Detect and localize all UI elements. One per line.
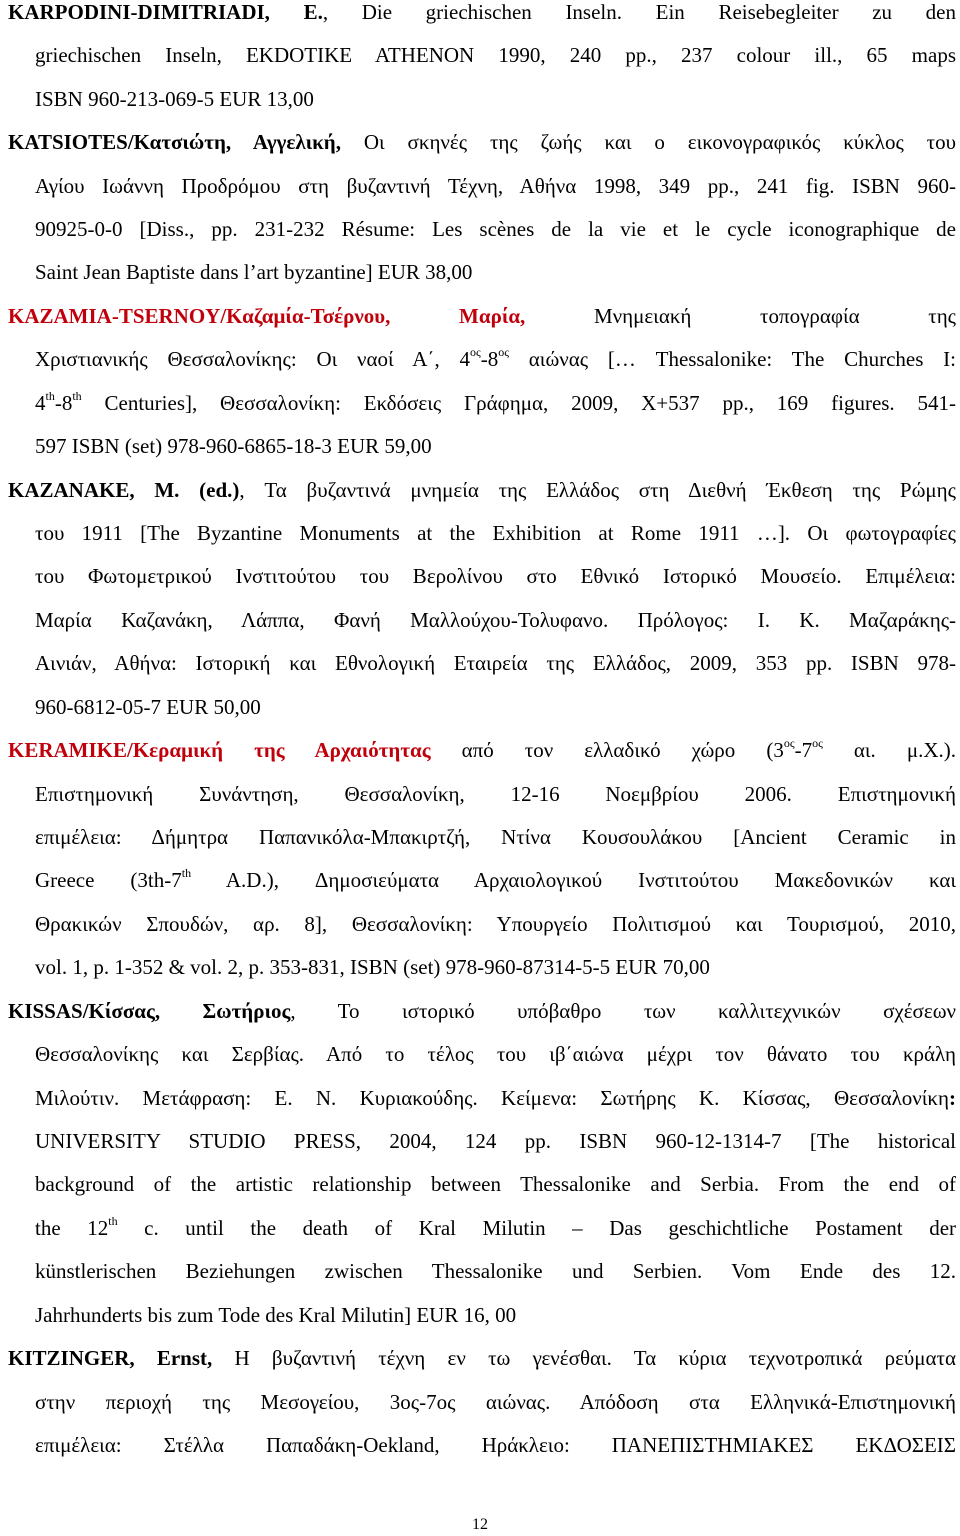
text-line: künstlerischen Beziehungen zwischen Thessalonike und Serbien. Vom Ende des 12. <box>35 1259 956 1283</box>
text-line: griechischen Inseln, EKDOTIKE ATHENON 1990, 240 pp., 237 colour ill., 65 maps <box>35 43 956 67</box>
text-line: 960-6812-05-7 EUR 50,00 <box>35 695 261 719</box>
text-line: του Φωτομετρικού Ινστιτούτου του Βερολίνου στο Εθνικό Ιστορικό Μουσείο. Επιμέλεια: <box>35 564 956 588</box>
text-line: KATSIOTES/Κατσιώτη, Αγγελική, Οι σκηνές της ζωής και ο εικονογραφικός κύκλος του <box>8 130 956 154</box>
text-line: Αγίου Ιωάννη Προδρόμου στη βυζαντινή Τέχνη, Αθήνα 1998, 349 pp., 241 fig. ISBN 960- <box>35 174 956 198</box>
author-name: KISSAS/Κίσσας, Σωτήριος <box>8 999 291 1023</box>
author-name: KAZAMIA-TSERNOY/Καζαμία-Τσέρνου, Μαρία, <box>8 304 526 328</box>
text-line: επιμέλεια: Δήμητρα Παπανικόλα-Μπακιρτζή, Ντίνα Κουσουλάκου [Ancient Ceramic in <box>35 825 956 849</box>
text-line: Saint Jean Baptiste dans l’art byzantine] EUR 38,00 <box>35 260 473 284</box>
text-line: 90925-0-0 [Diss., pp. 231-232 Résume: Les scènes de la vie et le cycle iconographique de <box>35 217 956 241</box>
text-line: ISBN 960-213-069-5 EUR 13,00 <box>35 87 314 111</box>
author-name: KAZANAKE, M. (ed.) <box>8 478 240 502</box>
author-name: KATSIOTES/Κατσιώτη, Αγγελική, <box>8 130 341 154</box>
text-line: vol. 1, p. 1-352 & vol. 2, p. 353-831, ISBN (set) 978-960-87314-5-5 EUR 70,00 <box>35 955 710 979</box>
text-line: στην περιοχή της Μεσογείου, 3ος-7ος αιώνας. Απόδοση στα Ελληνικά-Επιστημονική <box>35 1390 956 1414</box>
page-number: 12 <box>472 1516 488 1533</box>
text-line: Greece (3th-7th A.D.), Δημοσιεύματα Αρχαιολογικού Ινστιτούτου Μακεδονικών και <box>35 866 956 892</box>
text-line: the 12th c. until the death of Kral Milutin – Das geschichtliche Postament der <box>35 1214 957 1240</box>
text-line: Θρακικών Σπουδών, αρ. 8], Θεσσαλονίκη: Υπουργείο Πολιτισμού και Τουρισμού, 2010, <box>35 912 956 936</box>
text-line: KITZINGER, Ernst, Η βυζαντινή τέχνη εν τω γενέσθαι. Τα κύρια τεχνοτροπικά ρεύματα <box>8 1346 956 1370</box>
text-line: Χριστιανικής Θεσσαλονίκης: Οι ναοί Α΄, $4^{o\varsigma}-8^{o\varsigma}$ αιώνας [… Thessalonike: The Churches I: <box>35 345 956 371</box>
author-name: KERAMIKE/Κεραμική της Αρχαιότητας <box>8 738 431 762</box>
author-name: KARPODINI-DIMITRIADI, E. <box>8 0 323 24</box>
text-line: KAZANAKE, M. (ed.), Τα βυζαντινά μνημεία της Ελλάδος στη Διεθνή Έκθεση της Ρώμης <box>8 478 956 502</box>
text-line: 4th-8th Centuries], Θεσσαλονίκη: Εκδόσεις Γράφημα, 2009, Χ+537 pp., 169 figures. 541- <box>35 389 956 415</box>
text-line: Αινιάν, Αθήνα: Ιστορική και Εθνολογική Εταιρεία της Ελλάδος, 2009, 353 pp. ISBN 978- <box>35 651 956 675</box>
text-line: KAZAMIA-TSERNOY/Καζαμία-Τσέρνου, Μαρία, Μνημειακή τοπογραφία της <box>8 304 956 328</box>
text-line: UNIVERSITY STUDIO PRESS, 2004, 124 pp. ISBN 960-12-1314-7 [The historical <box>35 1129 956 1153</box>
text-line: επιμέλεια: Στέλλα Παπαδάκη-Oekland, Ηράκλειο: ΠΑΝΕΠΙΣΤΗΜΙΑΚΕΣ ΕΚΔΟΣΕΙΣ <box>35 1433 956 1457</box>
text-line: του 1911 [The Byzantine Monuments at the Exhibition at Rome 1911 …]. Οι φωτογραφίες <box>35 521 956 545</box>
text-line: Jahrhunderts bis zum Tode des Kral Milutin] EUR 16, 00 <box>35 1303 517 1327</box>
text-line: KISSAS/Κίσσας, Σωτήριος, Το ιστορικό υπόβαθρο των καλλιτεχνικών σχέσεων <box>8 999 957 1023</box>
text-line: Μιλούτιν. Μετάφραση: Ε. Ν. Κυριακούδης. Κείμενα: Σωτήρης Κ. Κίσσας, Θεσσαλονίκη: <box>35 1086 956 1110</box>
text-line: Επιστημονική Συνάντηση, Θεσσαλονίκη, 12-16 Νοεμβρίου 2006. Επιστημονική <box>35 782 956 806</box>
text-line: Μαρία Καζανάκη, Λάππα, Φανή Μαλλούχου-Τολυφανο. Πρόλογος: Ι. Κ. Μαζαράκης- <box>35 608 956 632</box>
text-line: background of the artistic relationship between Thessalonike and Serbia. From the end of <box>35 1172 956 1196</box>
author-name: KITZINGER, Ernst, <box>8 1346 213 1370</box>
text-line: 597 ISBN (set) 978-960-6865-18-3 EUR 59,00 <box>35 434 432 458</box>
text-line: Θεσσαλονίκης και Σερβίας. Από το τέλος του ιβ΄αιώνα μέχρι τον θάνατο του κράλη <box>35 1042 956 1066</box>
text-line: KERAMIKE/Κεραμική της Αρχαιότητας από τον ελλαδικό χώρο ($3^{o\varsigma}-7^{o\varsigma}$ αι. μ.Χ.). <box>8 736 957 762</box>
text-line: KARPODINI-DIMITRIADI, E., Die griechischen Inseln. Ein Reisebegleiter zu den <box>8 0 956 24</box>
